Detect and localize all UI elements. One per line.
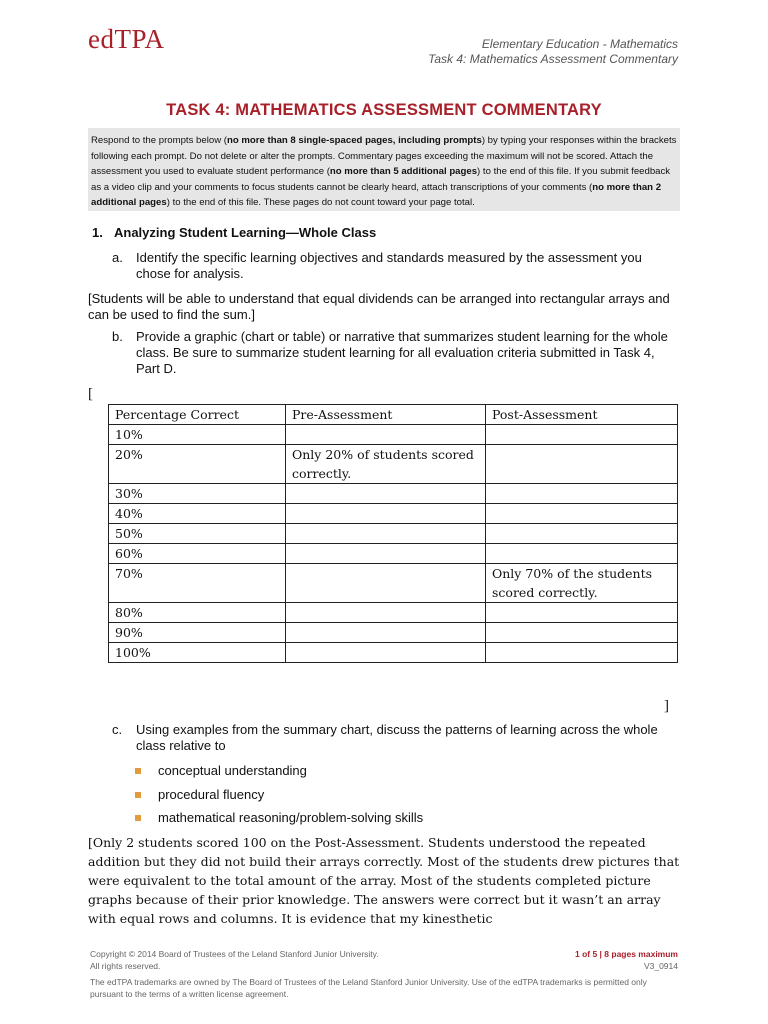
prompt-c-bullets [132,763,423,834]
edtpa-logo: edTPA [88,24,165,54]
prompt-a [112,250,678,282]
bullet-text: conceptual understanding [158,763,307,778]
prompt-a-label: a. [112,250,123,265]
instructions-bold-3: no more than 2 additional pages [91,181,662,208]
header-post: Post-Assessment [486,405,678,425]
table-cell[interactable]: 20% [109,445,286,484]
instructions-text-4: ) to the end of this file. These pages do not count toward your page total. [166,197,475,208]
bullet-text: procedural fluency [158,786,265,802]
list-item [132,763,423,787]
table-cell[interactable]: 60% [109,544,286,564]
table-cell[interactable] [486,504,678,524]
table-row [109,524,678,544]
table-cell[interactable] [486,544,678,564]
instructions-text-1: Respond to the prompts below ( [91,135,227,146]
table-cell[interactable] [486,643,678,663]
table-row [109,623,678,643]
page-title: TASK 4: MATHEMATICS ASSESSMENT COMMENTARY [166,101,602,119]
prompt-b-label: b. [112,329,123,344]
summary-table [108,404,678,663]
table-cell[interactable] [486,425,678,445]
section-number: 1. [92,225,103,240]
header-task: Task 4: Mathematics Assessment Commentary [428,52,678,66]
response-c[interactable]: [Only 2 students scored 100 on the Post-Assessment. Students understood the repeated addition but they did not build their arrays correctly. Most of the students drew pictures that were equivalent to the total amount of the array. Most of the students completed picture graphs because of their prior knowledge. The answers were correct but it wasn’t an array with equal rows and columns. It is evidence that my kinesthetic [88,835,680,926]
copyright-text: Copyright © 2014 Board of Trustees of the Leland Stanford Junior University. [90,949,379,959]
table-cell[interactable] [286,544,486,564]
header-pre: Pre-Assessment [286,405,486,425]
footer-copyright [90,948,379,972]
table-cell[interactable] [486,524,678,544]
table-cell[interactable]: Only 20% of students scored correctly. [286,445,486,484]
list-item [132,787,423,811]
version-code: V3_0914 [643,961,678,971]
square-bullet-icon [135,815,141,821]
instructions-text-3: ) to the end of this file. If you submit feedback as a video clip and your comments to focus students cannot be clearly heard, attach transcriptions of your comments ( [91,166,671,193]
prompt-a-text: Identify the specific learning objectives and standards measured by the assessment you chose for analysis. [136,250,642,281]
instructions-bold-2: no more than 5 additional pages [329,166,478,177]
table-row [109,484,678,504]
section-title: Analyzing Student Learning—Whole Class [114,225,377,240]
prompt-b [112,329,678,377]
table-cell[interactable] [286,425,486,445]
table-cell[interactable]: 40% [109,504,286,524]
header-percentage: Percentage Correct [109,405,286,425]
rights-text: All rights reserved. [90,961,161,971]
instructions-text-2: ) by typing your responses within the brackets following each prompt. Do not delete or alter the prompts. Commentary pages exceeding the maximum will not be scored. Attach the assessment you used to evaluate student performance ( [91,135,677,177]
prompt-c-text: Using examples from the summary chart, discuss the patterns of learning across the whole class relative to [136,722,658,753]
table-cell[interactable] [286,623,486,643]
prompt-c [112,722,678,754]
table-cell[interactable] [286,524,486,544]
table-cell[interactable] [486,623,678,643]
table-cell[interactable]: 90% [109,623,286,643]
close-bracket: ] [664,698,669,714]
table-cell[interactable]: 80% [109,603,286,623]
table-cell[interactable] [486,603,678,623]
table-header-row [109,405,678,425]
table-cell[interactable]: 70% [109,564,286,603]
table-row [109,445,678,484]
footer-page-info [575,948,678,972]
response-a[interactable]: [Students will be able to understand that equal dividends can be arranged into rectangular arrays and can be used to find the sum.] [88,291,670,322]
bullet-text: mathematical reasoning/problem-solving skills [158,810,424,825]
list-item [132,810,423,834]
header-subject: Elementary Education - Mathematics [481,37,678,51]
square-bullet-icon [135,768,141,774]
table-cell[interactable]: 10% [109,425,286,445]
table-cell[interactable] [286,504,486,524]
prompt-c-label: c. [112,722,123,737]
table-cell[interactable]: 50% [109,524,286,544]
footer-trademark: The edTPA trademarks are owned by The Board of Trustees of the Leland Stanford Junior University. Use of the edTPA trademarks is permitted only pursuant to the terms of a written license agreement. [90,977,647,999]
table-cell[interactable] [286,603,486,623]
table-cell[interactable] [286,564,486,603]
table-cell[interactable] [286,643,486,663]
table-row [109,544,678,564]
section-heading [92,225,376,240]
instructions-box [88,128,680,211]
instructions-bold-1: no more than 8 single-spaced pages, including prompts [227,135,482,146]
table-cell[interactable] [486,445,678,484]
table-row [109,504,678,524]
table-cell[interactable]: 30% [109,484,286,504]
table-row [109,643,678,663]
table-cell[interactable]: Only 70% of the students scored correctly. [486,564,678,603]
table-row [109,425,678,445]
table-row [109,603,678,623]
document-header [428,37,678,67]
table-cell[interactable] [486,484,678,504]
table-cell[interactable] [286,484,486,504]
table-cell[interactable]: 100% [109,643,286,663]
page-count: 1 of 5 | 8 pages maximum [574,949,678,959]
square-bullet-icon [135,792,141,798]
table-row [109,564,678,603]
open-bracket: [ [88,386,93,402]
prompt-b-text: Provide a graphic (chart or table) or narrative that summarizes student learning for the whole class. Be sure to summarize student learning for all evaluation criteria submitted in Task 4, Part D. [136,329,668,376]
